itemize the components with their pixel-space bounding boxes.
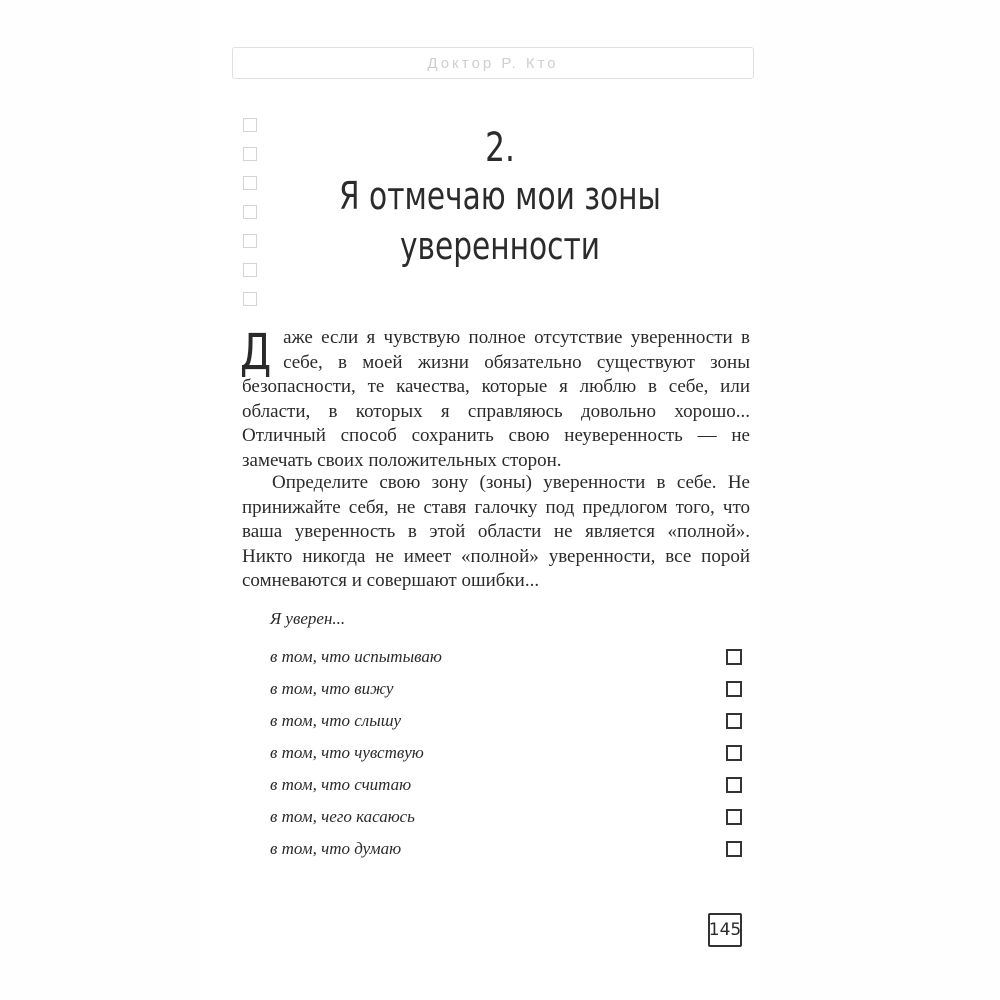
checkbox[interactable] — [726, 681, 742, 697]
paragraph-intro — [240, 323, 750, 473]
page-number-text: 145 — [708, 920, 742, 940]
checkbox[interactable] — [726, 809, 742, 825]
show-through-box — [243, 176, 257, 190]
show-through-box — [243, 292, 257, 306]
show-through-box — [243, 263, 257, 277]
checklist-item-label: в том, что вижу — [270, 679, 394, 698]
page-number — [708, 913, 742, 947]
checklist-item — [270, 806, 742, 828]
checklist-item — [270, 774, 742, 796]
checklist-item-label: в том, что думаю — [270, 839, 402, 858]
checkbox[interactable] — [726, 777, 742, 793]
checklist-item — [270, 710, 742, 732]
checkbox[interactable] — [726, 649, 742, 665]
show-through-box — [243, 205, 257, 219]
checklist-lead: Я уверен... — [270, 609, 346, 628]
drop-cap: Д — [240, 323, 272, 381]
section-title-line-1: Я отмечаю мои зоны — [339, 174, 661, 218]
show-through-box — [243, 234, 257, 248]
show-through-box — [243, 118, 257, 132]
checkbox[interactable] — [726, 713, 742, 729]
checklist-item-label: в том, что считаю — [270, 775, 412, 794]
section-title-line-2: уверенности — [399, 224, 601, 268]
section-number: 2. — [485, 125, 515, 171]
checklist-item-label: в том, что чувствую — [270, 743, 424, 762]
running-header — [232, 47, 754, 79]
paragraph-intro-text: аже если я чувствую полное отсутствие уверенности в себе, в моей жизни обязательно существуют зоны безопасности, те качества, которые я люблю в себе, или области, в которых я справляюсь довольно хорошо... Отличный способ сохранить свою неуверенность — не замечать своих положительных сторон. — [242, 327, 750, 471]
checklist-item — [270, 678, 742, 700]
checkbox[interactable] — [726, 841, 742, 857]
checklist-item-label: в том, что слышу — [270, 711, 402, 730]
paragraph-instructions: Определите свою зону (зоны) уверенности в себе. Не принижайте себя, не ставя галочку под предлогом того, что ваша уверенность в этой области не является «полной». Никто никогда не имеет «полной» уверенности, все порой сомневаются и совершают ошибки... — [242, 472, 750, 591]
checklist-item — [270, 646, 742, 668]
checklist-item-label: в том, что испытываю — [270, 647, 442, 666]
section-heading — [336, 125, 664, 271]
running-header-text: Доктор Р. Кто — [427, 54, 559, 72]
show-through-box — [243, 147, 257, 161]
checklist-item — [270, 838, 742, 860]
checklist-item-label: в том, чего касаюсь — [270, 807, 415, 826]
checkbox[interactable] — [726, 745, 742, 761]
checklist-item — [270, 742, 742, 764]
